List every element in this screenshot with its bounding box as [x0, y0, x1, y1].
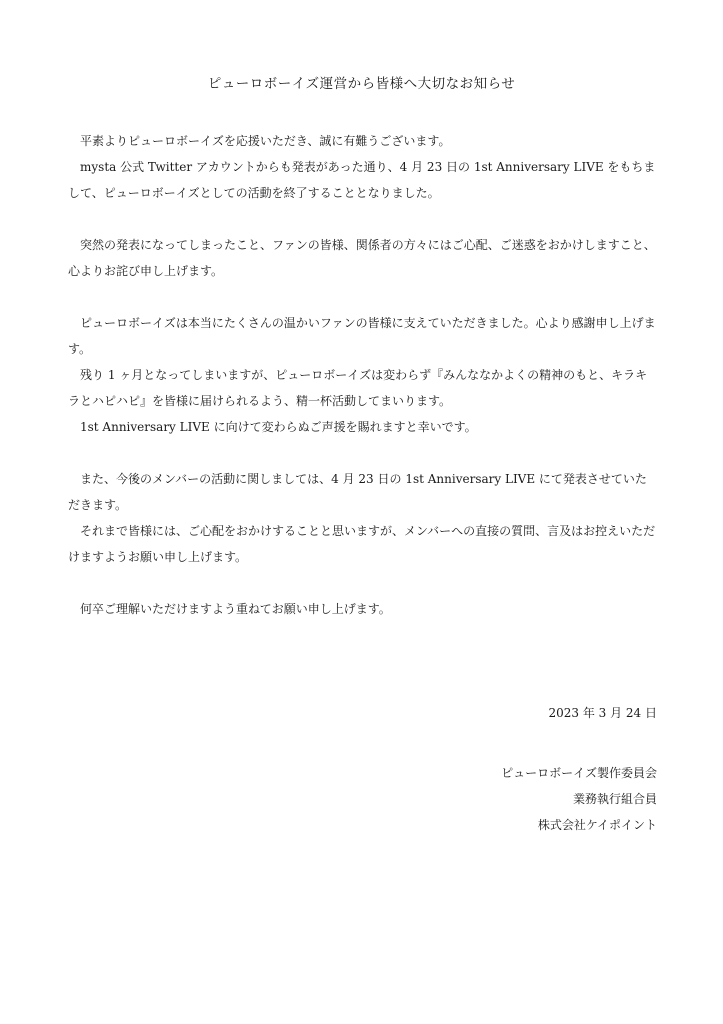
paragraph-apology: 突然の発表になってしまったこと、ファンの皆様、関係者の方々にはご心配、ご迷惑をおかけしますこと、心よりお詫び申し上げます。: [68, 238, 656, 278]
paragraph-gap: [68, 570, 658, 596]
signer-committee: ピューロボーイズ製作委員会: [501, 766, 657, 780]
paragraph-request: それまで皆様には、ご心配をおかけすることと思いますが、メンバーへの直接の質問、言及はお控えいただけますようお願い申し上げます。: [68, 524, 656, 564]
paragraph-remaining-month: 残り 1 ヶ月となってしまいますが、ピューロボーイズは変わらず『みんななかよくの精神のもと、キラキラとハピハピ』を皆様に届けられるよう、精一杯活動してまいります。: [68, 368, 648, 408]
notice-date: 2023 年 3 月 24 日: [548, 706, 657, 720]
paragraph-closing: 何卒ご理解いただけますよう重ねてお願い申し上げます。: [80, 602, 391, 616]
paragraph-thanks: ピューロボーイズは本当にたくさんの温かいファンの皆様に支えていただきました。心より感謝申し上げます。: [68, 316, 656, 356]
signer-company: 株式会社ケイポイント: [537, 818, 657, 832]
paragraph-announcement: mysta 公式 Twitter アカウントからも発表があった通り、4 月 23 日の 1st Anniversary LIVE をもちまして、ピューロボーイズとしての活動を終了することとなりました。: [68, 160, 656, 200]
signature-block: [501, 760, 657, 838]
paragraph-gap: [68, 284, 658, 310]
paragraph-greeting: 平素よりピューロボーイズを応援いただき、誠に有難うございます。: [80, 134, 451, 148]
signer-role: 業務執行組合員: [572, 792, 657, 806]
notice-title: ピューロボーイズ運営から皆様へ大切なお知らせ: [207, 76, 516, 92]
notice-body: [68, 128, 658, 622]
paragraph-gap: [68, 440, 658, 466]
paragraph-live-support: 1st Anniversary LIVE に向けて変わらぬご声援を賜れますと幸いです。: [80, 420, 477, 434]
paragraph-member-activities: また、今後のメンバーの活動に関しましては、4 月 23 日の 1st Anniversary LIVE にて発表させていただきます。: [68, 472, 647, 512]
paragraph-gap: [68, 206, 658, 232]
